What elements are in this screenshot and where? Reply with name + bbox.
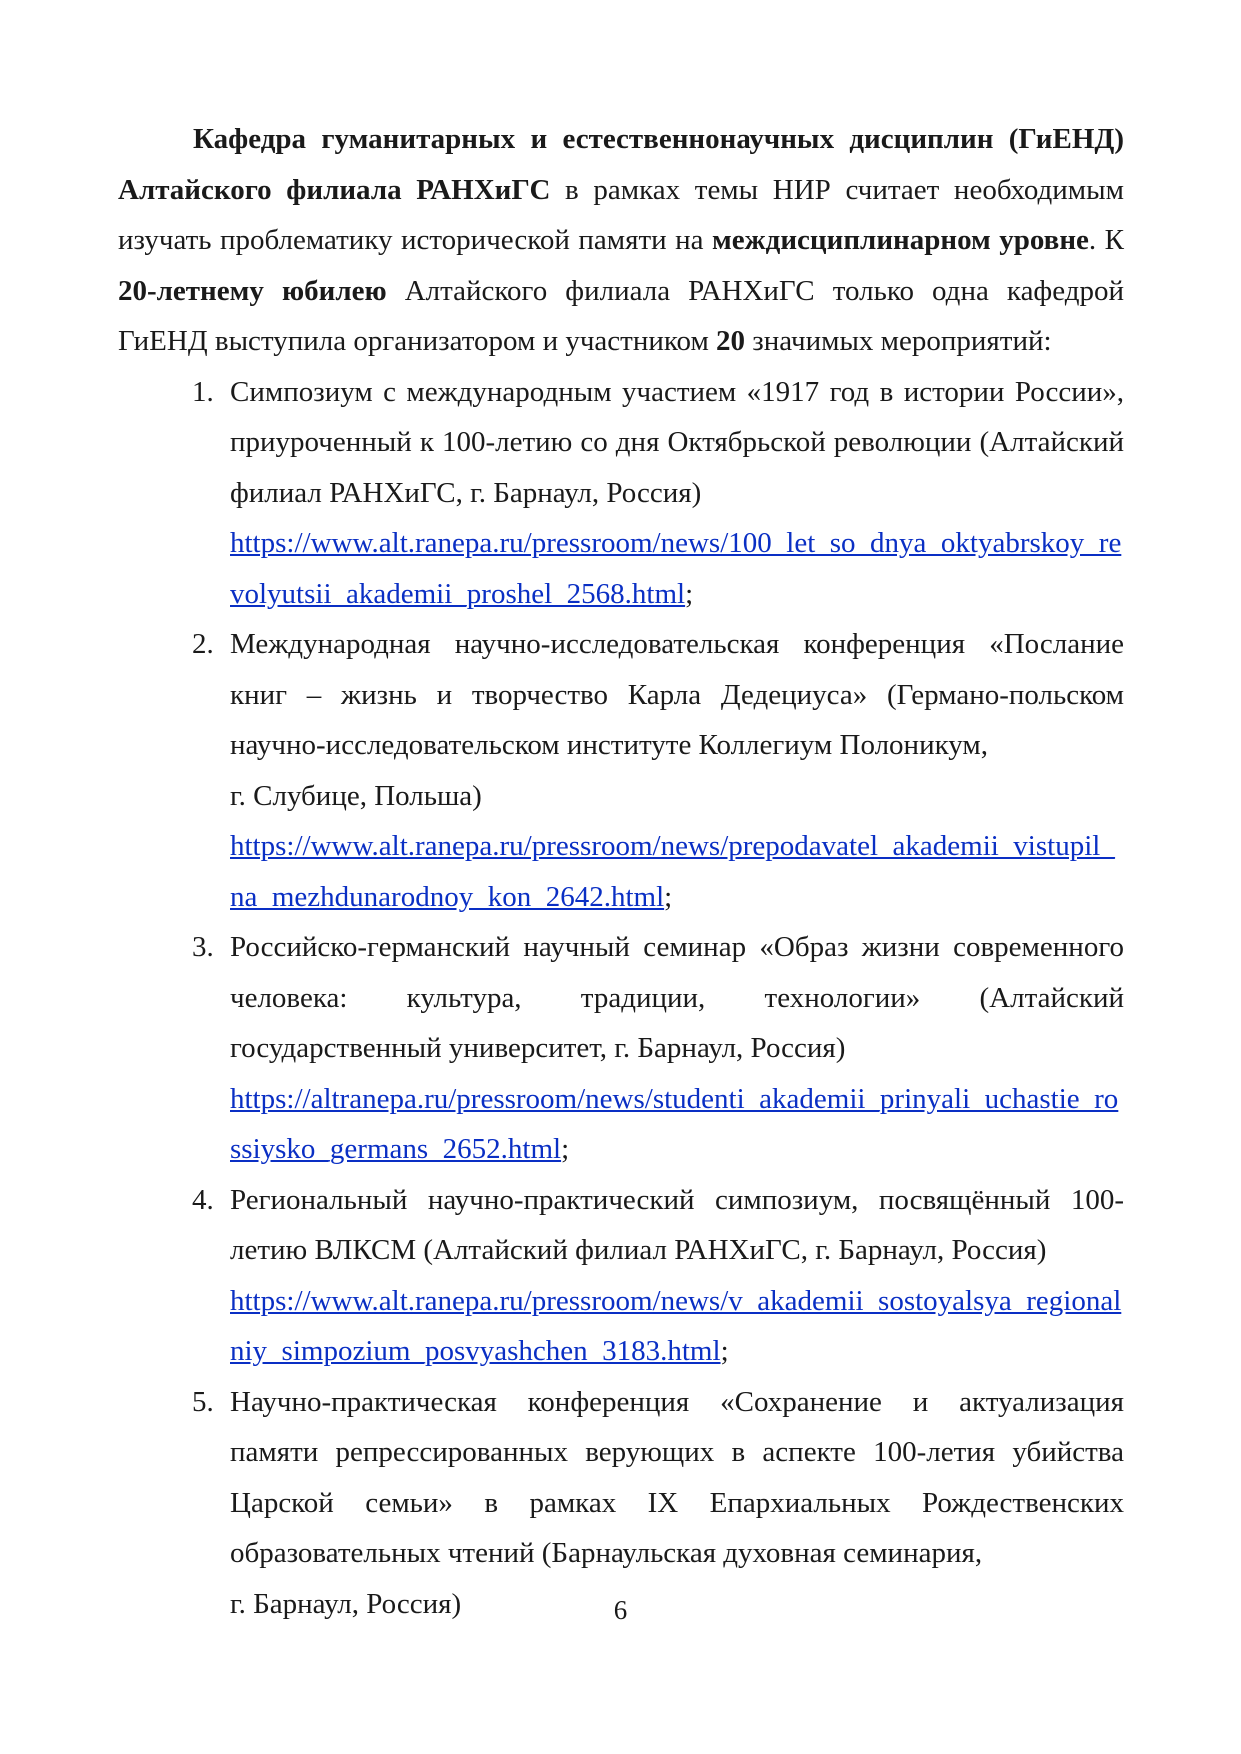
event-link[interactable]: https://www.alt.ranepa.ru/pressroom/news/100_let_so_dnya_oktyabrskoy_revolyutsii_akademii_proshel_2568.html xyxy=(230,527,1122,610)
list-item xyxy=(118,922,1124,1175)
list-item-location: г. Барнаул, Россия) xyxy=(230,1587,462,1620)
intro-bold-count: 20 xyxy=(716,325,746,357)
event-link[interactable]: https://www.alt.ranepa.ru/pressroom/news/v_akademii_sostoyalsya_regionalniy_simpozium_posvyashchen_3183.html xyxy=(230,1284,1122,1367)
list-item-text: Российско-германский научный семинар «Образ жизни современного человека: культура, традиции, технологии» (Алтайский государственный университет, г. Барнаул, Россия) xyxy=(230,931,1124,1064)
list-item-text: Симпозиум с международным участием «1917 год в истории России», приуроченный к 100-летию со дня Октябрьской революции (Алтайский филиал РАНХиГС, г. Барнаул, Россия) xyxy=(230,375,1124,509)
events-list xyxy=(118,367,1124,1630)
intro-paragraph xyxy=(118,114,1124,367)
list-item-number: 3. xyxy=(192,931,214,963)
list-item xyxy=(118,367,1124,620)
intro-bold-interdisciplinary: междисциплинарном уровне xyxy=(712,224,1089,256)
list-item-punctuation: ; xyxy=(664,880,673,913)
list-item-punctuation: ; xyxy=(720,1335,729,1367)
list-item-number: 2. xyxy=(192,628,214,660)
list-item-text: Региональный научно-практический симпозиум, посвящённый 100-летию ВЛКСМ (Алтайский филиал РАНХиГС, г. Барнаул, Россия) xyxy=(230,1183,1124,1266)
list-item xyxy=(118,1377,1124,1630)
list-item-punctuation: ; xyxy=(685,577,694,610)
event-link[interactable]: https://www.alt.ranepa.ru/pressroom/news/prepodavatel_akademii_vistupil_na_mezhdunarodnoy_kon_2642.html xyxy=(230,830,1115,913)
list-item-number: 5. xyxy=(192,1385,214,1418)
list-item-punctuation: ; xyxy=(561,1133,570,1165)
event-link[interactable]: https://altranepa.ru/pressroom/news/studenti_akademii_prinyali_uchastie_rossiysko_germans_2652.html xyxy=(230,1082,1119,1165)
list-item xyxy=(118,619,1124,922)
intro-bold-anniversary: 20-летнему юбилею xyxy=(118,274,387,307)
intro-text-1: в рамках темы НИР считает необходимым изучать проблематику исторической памяти на xyxy=(118,173,1124,256)
document-page xyxy=(118,114,1124,1629)
list-item-text: Научно-практическая конференция «Сохранение и актуализация памяти репрессированных верующих в аспекте 100-летия убийства Царской семьи» в рамках IX Епархиальных Рождественских образовательных чтений (Барнаульская духовная семинария, xyxy=(230,1385,1124,1569)
list-item-location: г. Слубице, Польша) xyxy=(230,779,482,812)
list-item-number: 1. xyxy=(192,375,214,408)
list-item xyxy=(118,1175,1124,1377)
list-item-text: Международная научно-исследовательская конференция «Послание книг – жизнь и творчество Карла Дедециуса» (Германо-польском научно-исследовательском институте Коллегиум Полоникум, xyxy=(230,628,1124,761)
intro-text-3: Алтайского филиала РАНХиГС только одна кафедрой ГиЕНД выступила организатором и участником xyxy=(118,274,1124,357)
list-item-number: 4. xyxy=(192,1183,214,1216)
page-number: 6 xyxy=(613,1595,628,1625)
intro-text-2: . К xyxy=(1088,224,1125,256)
intro-bold-department: Кафедра гуманитарных и естественнонаучных дисциплин (ГиЕНД) Алтайского филиала РАНХиГС xyxy=(118,123,1124,206)
intro-text-4: значимых мероприятий: xyxy=(745,325,1052,357)
